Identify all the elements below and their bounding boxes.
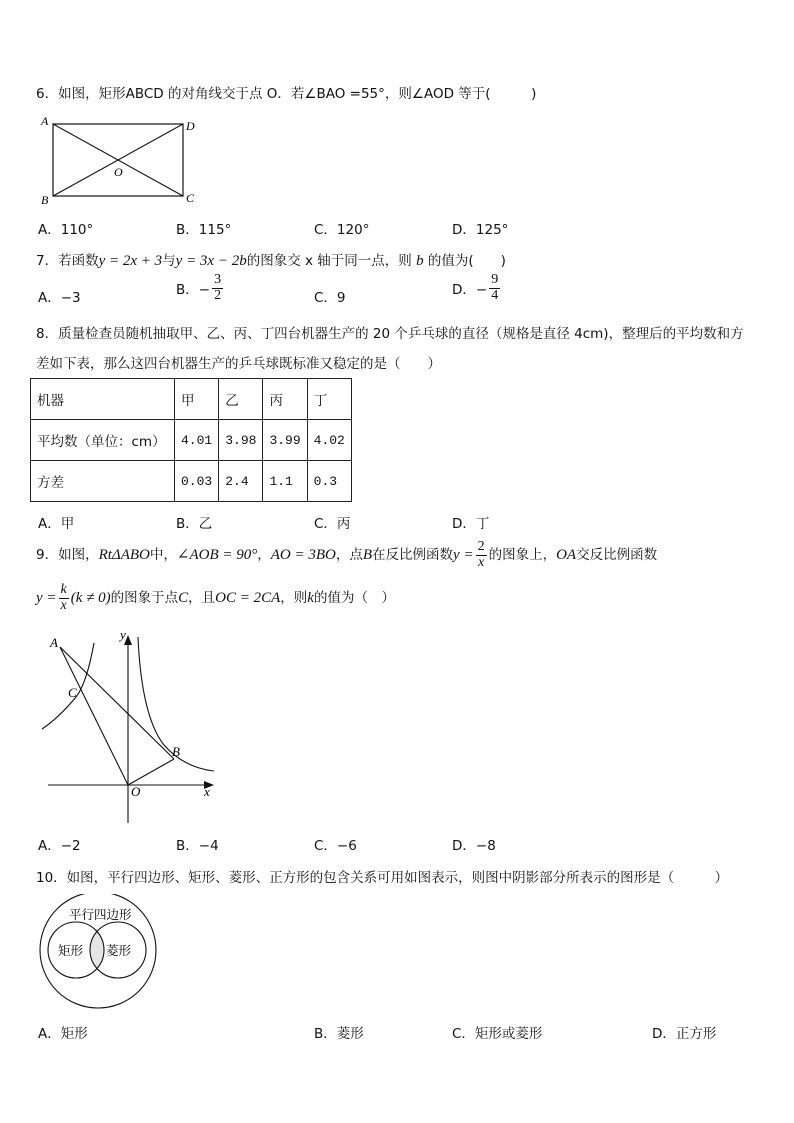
q6-label-c: C bbox=[186, 191, 195, 205]
table-cell: 乙 bbox=[219, 379, 263, 420]
q6-label-o: O bbox=[114, 165, 123, 179]
q10-label-rhombus: 菱形 bbox=[106, 944, 132, 958]
table-cell: 1.1 bbox=[263, 461, 307, 502]
q9-label-o: O bbox=[131, 784, 141, 799]
table-cell: 4.01 bbox=[175, 420, 219, 461]
q7-option-c: C．9 bbox=[314, 290, 346, 306]
q9-stem-line2: y = $\frac{k}{x}$ (k ≠ 0)的图象于点C，且OC = 2CA，则k的值为（ ） bbox=[36, 582, 395, 613]
table-cell: 3.99 bbox=[263, 420, 307, 461]
table-cell: 平均数（单位：cm） bbox=[31, 420, 175, 461]
q9-label-b: B bbox=[172, 744, 180, 759]
q9-stem-line1: 9．如图，RtΔABO中，∠AOB = 90°，AO = 3BO，点B在反比例函数y = $\frac{2}{x}$ 的图象上，OA交反比例函数 bbox=[36, 539, 658, 570]
q9-label-a: A bbox=[50, 635, 58, 650]
q6-label-d: D bbox=[186, 119, 195, 133]
q10-label-parallelogram: 平行四边形 bbox=[69, 908, 132, 922]
q9-label-x: x bbox=[204, 784, 210, 799]
table-cell: 丁 bbox=[307, 379, 351, 420]
table-cell: 4.02 bbox=[307, 420, 351, 461]
q6-option-b: B．115° bbox=[176, 222, 232, 238]
table-row bbox=[31, 379, 352, 420]
table-cell: 机器 bbox=[31, 379, 175, 420]
q7-stem: 7．若函数y = 2x + 3与y = 3x − 2b的图象交 x 轴于同一点，则 b 的值为( ) bbox=[36, 253, 506, 269]
table-cell: 0.03 bbox=[175, 461, 219, 502]
q9-label-c: C bbox=[68, 685, 77, 700]
table-cell: 0.3 bbox=[307, 461, 351, 502]
q7-option-a: A．−3 bbox=[38, 290, 81, 306]
q8-data-table bbox=[30, 378, 352, 502]
q8-option-c: C．丙 bbox=[314, 516, 351, 532]
q6-option-c: C．120° bbox=[314, 222, 370, 238]
q6-label-a: A bbox=[41, 114, 49, 128]
table-cell: 甲 bbox=[175, 379, 219, 420]
table-cell: 2.4 bbox=[219, 461, 263, 502]
q10-option-d: D．正方形 bbox=[652, 1026, 717, 1042]
q10-stem: 10．如图，平行四边形、矩形、菱形、正方形的包含关系可用如图表示，则图中阴影部分所表示的图形是（ ） bbox=[36, 870, 729, 886]
q6-option-d: D．125° bbox=[452, 222, 509, 238]
q6-stem: 6．如图，矩形ABCD 的对角线交于点 O．若∠BAO =55°，则∠AOD 等于( ) bbox=[36, 86, 537, 102]
q9-option-a: A．−2 bbox=[38, 838, 81, 854]
q8-stem-line1: 8．质量检查员随机抽取甲、乙、丙、丁四台机器生产的 20 个乒乓球的直径（规格是直径 4cm)，整理后的平均数和方 bbox=[36, 326, 744, 342]
q6-label-b: B bbox=[41, 193, 49, 207]
q10-option-c: C．矩形或菱形 bbox=[452, 1026, 543, 1042]
q10-label-rectangle: 矩形 bbox=[58, 944, 84, 958]
q8-option-d: D．丁 bbox=[452, 516, 490, 532]
q8-option-b: B．乙 bbox=[176, 516, 213, 532]
q7-option-d: D．− $\frac{9}{4}$ bbox=[452, 272, 499, 303]
q9-option-c: C．−6 bbox=[314, 838, 357, 854]
q9-function-graph bbox=[36, 625, 226, 830]
q9-label-y: y bbox=[120, 627, 126, 642]
q10-option-a: A．矩形 bbox=[38, 1026, 88, 1042]
table-row bbox=[31, 420, 352, 461]
table-cell: 方差 bbox=[31, 461, 175, 502]
table-cell: 丙 bbox=[263, 379, 307, 420]
table-cell: 3.98 bbox=[219, 420, 263, 461]
q6-option-a: A．110° bbox=[38, 222, 94, 238]
q9-option-d: D．−8 bbox=[452, 838, 496, 854]
table-row bbox=[31, 461, 352, 502]
q8-option-a: A．甲 bbox=[38, 516, 75, 532]
q6-rectangle-figure bbox=[38, 112, 208, 208]
q9-option-b: B．−4 bbox=[176, 838, 219, 854]
q8-stem-line2: 差如下表，那么这四台机器生产的乒乓球既标准又稳定的是（ ） bbox=[36, 356, 441, 372]
q7-option-b: B．− $\frac{3}{2}$ bbox=[176, 272, 222, 303]
q10-option-b: B．菱形 bbox=[314, 1026, 364, 1042]
q10-venn-diagram bbox=[36, 894, 166, 1009]
